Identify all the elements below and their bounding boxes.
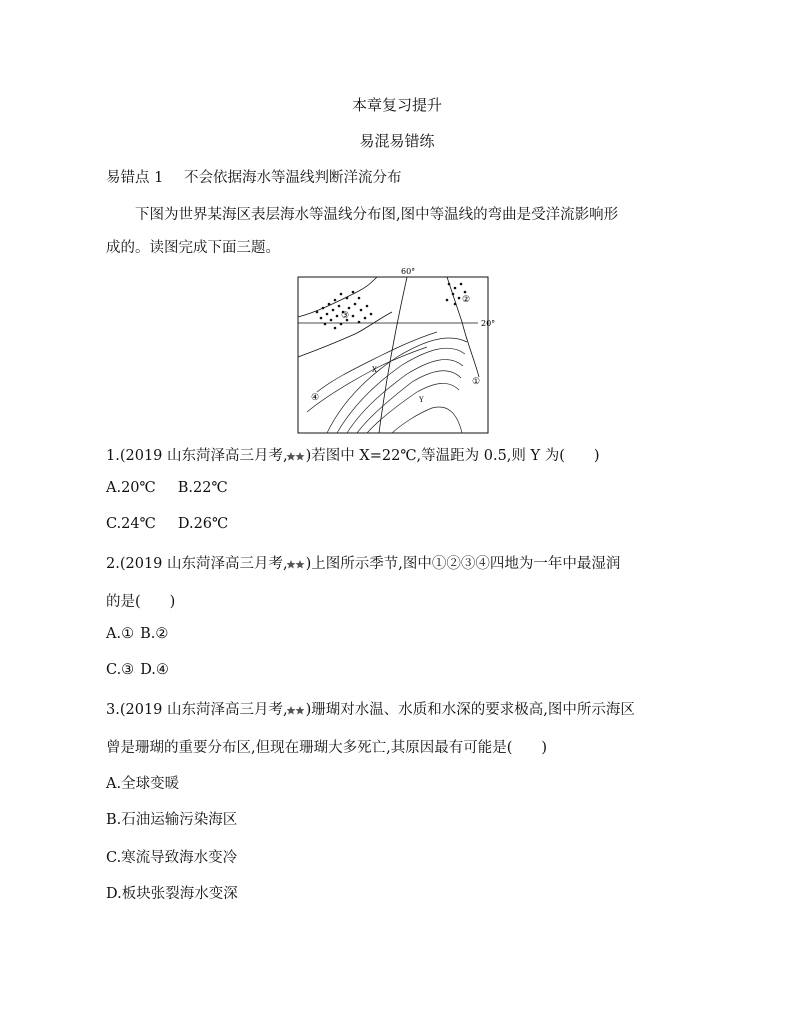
question-1-options-row-2 xyxy=(106,516,250,532)
option-2d: D.④ xyxy=(140,662,169,678)
difficulty-stars-icon xyxy=(288,558,306,570)
isotherm-map xyxy=(297,262,496,434)
difficulty-stars-icon xyxy=(288,450,306,462)
question-2-options-row-2 xyxy=(106,662,191,678)
option-2c: C.③ xyxy=(106,662,135,678)
section-subtitle: 易混易错练 xyxy=(359,132,435,150)
question-2-options-row-1 xyxy=(106,626,190,642)
isotherm-x-label: X xyxy=(372,366,377,374)
error-point-heading xyxy=(106,166,401,187)
option-1d: D.26℃ xyxy=(177,516,229,532)
intro-line-1: 下图为世界某海区表层海水等温线分布图,图中等温线的弯曲是受洋流影响形 xyxy=(135,207,619,223)
marker-3: ③ xyxy=(341,311,350,321)
question-3 xyxy=(106,698,696,719)
question-1-text: )若图中 X=22℃,等温距为 0.5,则 Y 为( ) xyxy=(305,448,600,464)
option-1a: A.20℃ xyxy=(106,480,156,496)
option-3d: D.板块张裂海水变深 xyxy=(106,886,238,902)
option-3c: C.寒流导致海水变冷 xyxy=(106,850,238,866)
question-1 xyxy=(106,444,696,465)
question-3-source: 3.(2019 山东菏泽高三月考, xyxy=(106,702,288,718)
question-2-line-2: 的是( ) xyxy=(106,594,176,610)
question-2-text: )上图所示季节,图中①②③④四地为一年中最湿润 xyxy=(305,556,621,572)
option-2a: A.① xyxy=(106,626,135,642)
option-2b: B.② xyxy=(140,626,169,642)
question-1-source: 1.(2019 山东菏泽高三月考, xyxy=(106,448,288,464)
error-point-text: 不会依据海水等温线判断洋流分布 xyxy=(183,170,402,186)
option-1c: C.24℃ xyxy=(106,516,156,532)
chapter-title: 本章复习提升 xyxy=(351,96,442,114)
lon-label: 60° xyxy=(401,267,416,276)
option-1b: B.22℃ xyxy=(177,480,228,496)
question-3-line-2: 曾是珊瑚的重要分布区,但现在珊瑚大多死亡,其原因最有可能是( ) xyxy=(106,740,548,756)
difficulty-stars-icon xyxy=(288,704,306,716)
question-1-options-row-1 xyxy=(106,480,250,496)
marker-4: ④ xyxy=(311,393,320,403)
question-2-source: 2.(2019 山东菏泽高三月考, xyxy=(106,556,288,572)
marker-2: ② xyxy=(462,295,471,305)
isotherm-y-label: Y xyxy=(419,396,424,404)
option-3b: B.石油运输污染海区 xyxy=(106,812,238,828)
question-3-text: )珊瑚对水温、水质和水深的要求极高,图中所示海区 xyxy=(305,702,635,718)
intro-line-2: 成的。读图完成下面三题。 xyxy=(106,240,280,256)
lat-label: 20° xyxy=(481,319,496,328)
error-point-label: 易错点 1 xyxy=(106,170,164,186)
question-2 xyxy=(106,552,696,573)
marker-1: ① xyxy=(472,377,481,387)
option-3a: A.全球变暖 xyxy=(106,776,180,792)
